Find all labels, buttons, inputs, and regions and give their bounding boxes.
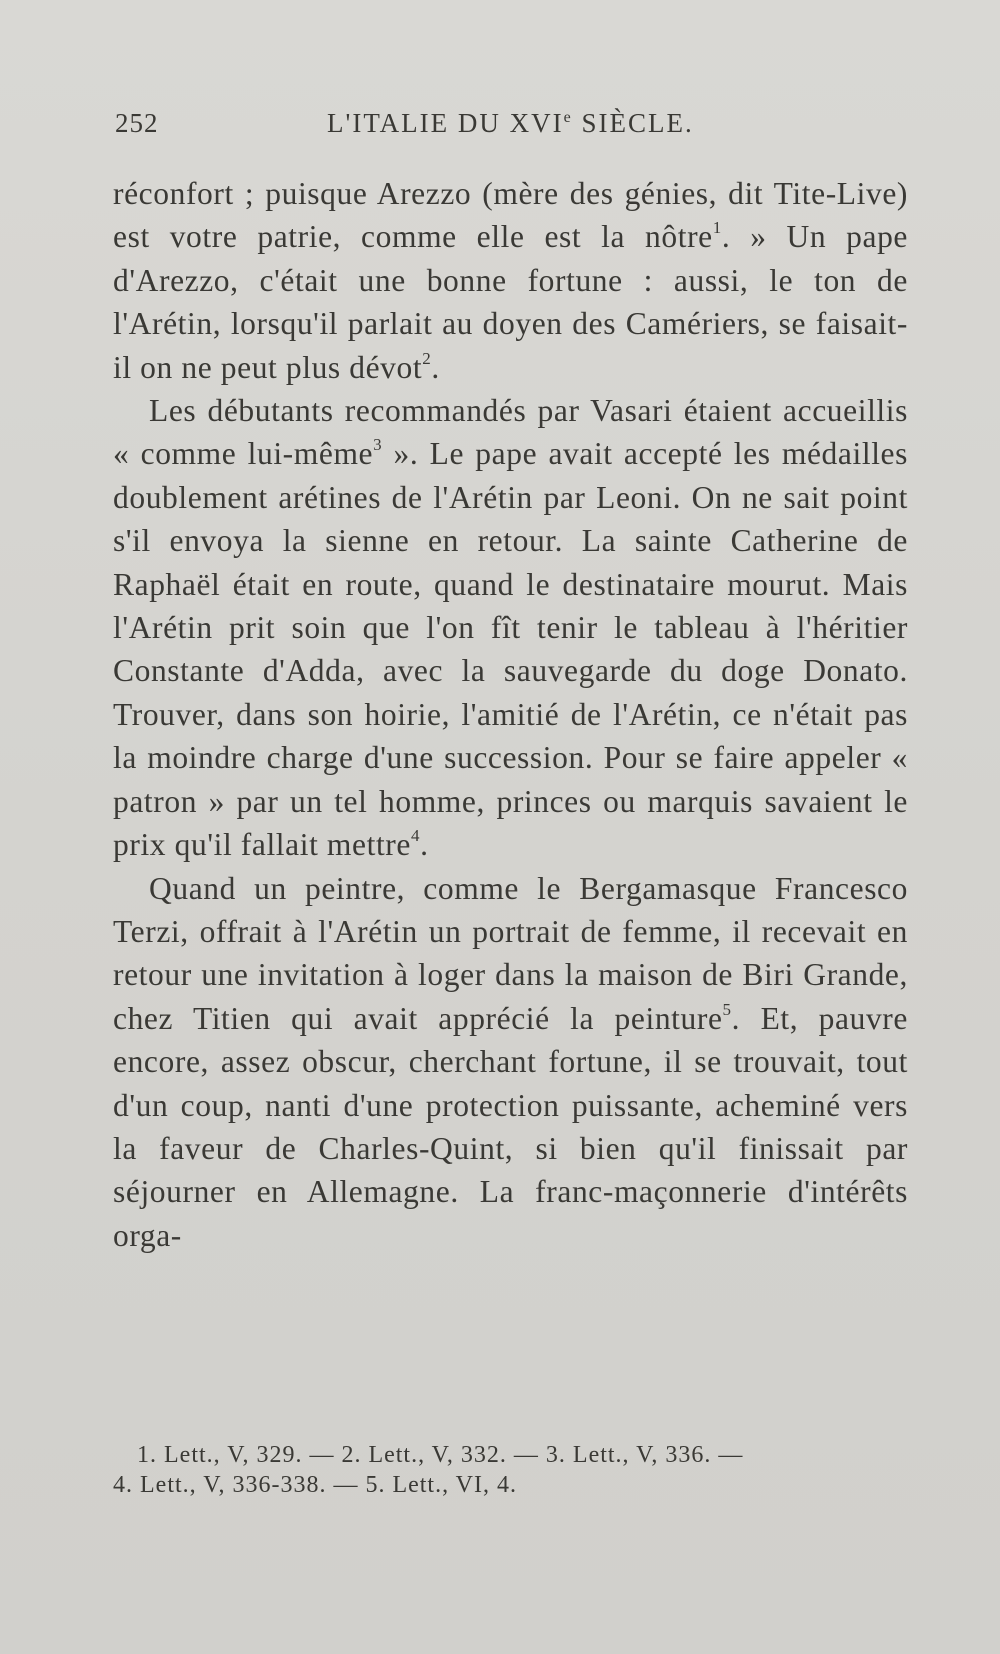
paragraph-1 — [113, 172, 908, 389]
page-number: 252 — [115, 108, 159, 138]
body-text — [113, 172, 908, 1257]
paragraph-3 — [113, 867, 908, 1258]
paragraph-2-text-b: ». Le pape avait accepté les médailles doublement arétines de l'Arétin par Leoni. On ne sait point s'il envoya la sienne en retour. La sainte Catherine de Raphaël était en route, quand le destinataire mourut. Mais l'Arétin prit soin que l'on fît tenir le tableau à l'héritier Constante d'Adda, avec la sauvegarde du doge Donato. Trouver, dans son hoirie, l'amitié de l'Arétin, ce n'était pas la moindre charge d'une succession. Pour se faire appeler « patron » par un tel homme, princes ou marquis savaient le prix qu'il fallait mettre — [113, 436, 908, 863]
paragraph-2-text-a: Les débutants recommandés par Vasari étaient accueillis « comme lui-même — [113, 393, 908, 472]
footnotes-line-2: 4. Lett., V, 336-338. — 5. Lett., VI, 4. — [113, 1472, 517, 1498]
paragraph-3-text-b: . Et, pauvre encore, assez obscur, cherchant fortune, il se trouvait, tout d'un coup, nanti d'une protection puissante, acheminé vers la faveur de Charles-Quint, si bien qu'il finissait par séjourner en Allemagne. La franc-maçonnerie d'intérêts orga- — [113, 1000, 908, 1253]
footnotes-line-1: 1. Lett., V, 329. — 2. Lett., V, 332. — 3. Lett., V, 336. — — [137, 1442, 744, 1468]
footnote-ref-5: 5 — [722, 999, 732, 1019]
footnote-ref-3: 3 — [373, 435, 383, 455]
footnote-ref-1: 1 — [712, 218, 722, 238]
running-head — [115, 108, 905, 148]
paragraph-2 — [113, 389, 908, 866]
footnotes — [113, 1440, 908, 1500]
paragraph-3-text-a: Quand un peintre, comme le Bergamasque Francesco Terzi, offrait à l'Arétin un portrait de femme, il recevait en retour une invitation à loger dans la maison de Biri Grande, chez Titien qui avait apprécié la peinture — [113, 870, 908, 1036]
running-title — [327, 108, 694, 139]
paragraph-1-text-b: . » Un pape d'Arezzo, c'était une bonne fortune : aussi, le ton de l'Arétin, lorsqu'il parlait au doyen des Camériers, se faisait-il on ne peut plus dévot — [113, 219, 908, 385]
paragraph-1-text-a: réconfort ; puisque Arezzo (mère des génies, dit Tite-Live) est votre patrie, comme elle est la nôtre — [113, 176, 908, 255]
footnote-ref-4: 4 — [410, 826, 421, 846]
running-title-end: SIÈCLE. — [572, 108, 694, 138]
running-title-superscript: e — [563, 109, 573, 126]
paragraph-2-text-c: . — [420, 827, 429, 863]
footnote-ref-2: 2 — [422, 348, 432, 368]
running-title-main: L'ITALIE DU XVI — [327, 108, 564, 138]
paragraph-1-text-c: . — [431, 349, 440, 385]
